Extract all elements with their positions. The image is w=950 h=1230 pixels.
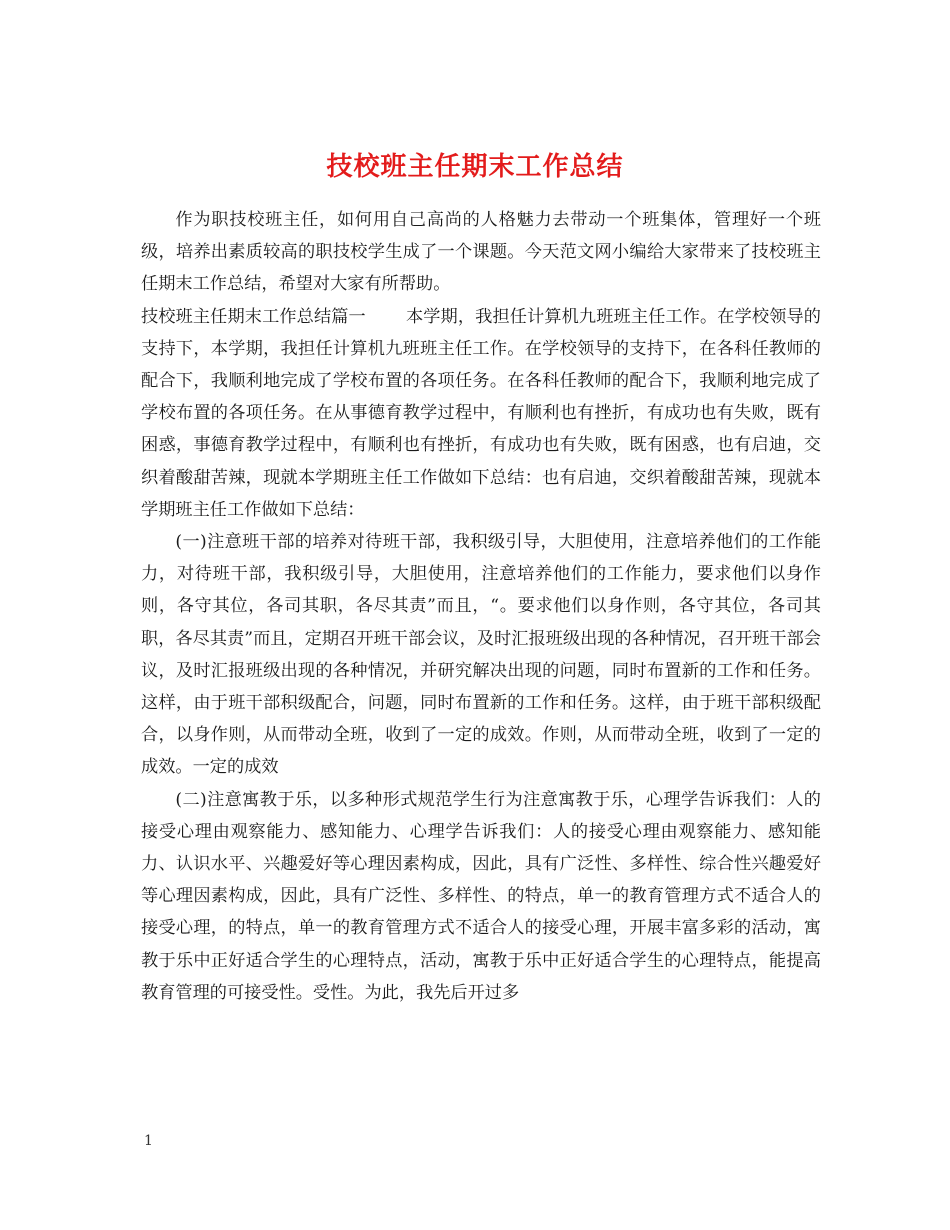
section-paragraph <box>141 301 821 526</box>
document-body <box>141 204 821 1009</box>
intro-paragraph: 作为职技校班主任，如何用自己高尚的人格魅力去带动一个班集体，管理好一个班级，培养出素质较高的职技校学生成了一个课题。今天范文网小编给大家带来了技校班主任期末工作总结，希望对大家有所帮助。 <box>141 210 821 295</box>
section-heading: 技校班主任期末工作总结篇一 <box>141 306 366 327</box>
paragraph-two: (二)注意寓教于乐，以多种形式规范学生行为注意寓教于乐，心理学告诉我们：人的接受心理由观察能力、感知能力、心理学告诉我们：人的接受心理由观察能力、感知能力、认识水平、兴趣爱好等心理因素构成，因此，具有广泛性、多样性、综合性兴趣爱好等心理因素构成，因此，具有广泛性、多样性、的特点，单一的教育管理方式不适合人的接受心理，的特点，单一的教育管理方式不适合人的接受心理，开展丰富多彩的活动，寓教于乐中正好适合学生的心理特点，活动，寓教于乐中正好适合学生的心理特点，能提高教育管理的可接受性。受性。为此，我先后开过多 <box>141 789 821 1003</box>
document-title: 技校班主任期末工作总结 <box>326 152 624 183</box>
page-number: 1 <box>144 1133 153 1149</box>
paragraph-one: (一)注意班干部的培养对待班干部，我积级引导，大胆使用，注意培养他们的工作能力，对待班干部，我积级引导，大胆使用，注意培养他们的工作能力，要求他们以身作则，各守其位，各司其职，各尽其责”而且，“。要求他们以身作则，各守其位，各司其职，各尽其责”而且，定期召开班干部会议，及时汇报班级出现的各种情况，召开班干部会议，及时汇报班级出现的各种情况，并研究解决出现的问题，同时布置新的工作和任务。这样，由于班干部积级配合，问题，同时布置新的工作和任务。这样，由于班干部积级配合，以身作则，从而带动全班，收到了一定的成效。作则，从而带动全班，收到了一定的成效。一定的成效 <box>141 532 821 778</box>
section-body: 本学期，我担任计算机九班班主任工作。在学校领导的支持下，本学期，我担任计算机九班班主任工作。在学校领导的支持下，在各科任教师的配合下，我顺利地完成了学校布置的各项任务。在各科任教师的配合下，我顺利地完成了学校布置的各项任务。在从事德育教学过程中，有顺利也有挫折，有成功也有失败，既有困惑，事德育教学过程中，有顺利也有挫折，有成功也有失败，既有困惑，也有启迪，交织着酸甜苦辣，现就本学期班主任工作做如下总结：也有启迪，交织着酸甜苦辣，现就本学期班主任工作做如下总结： <box>141 306 821 520</box>
